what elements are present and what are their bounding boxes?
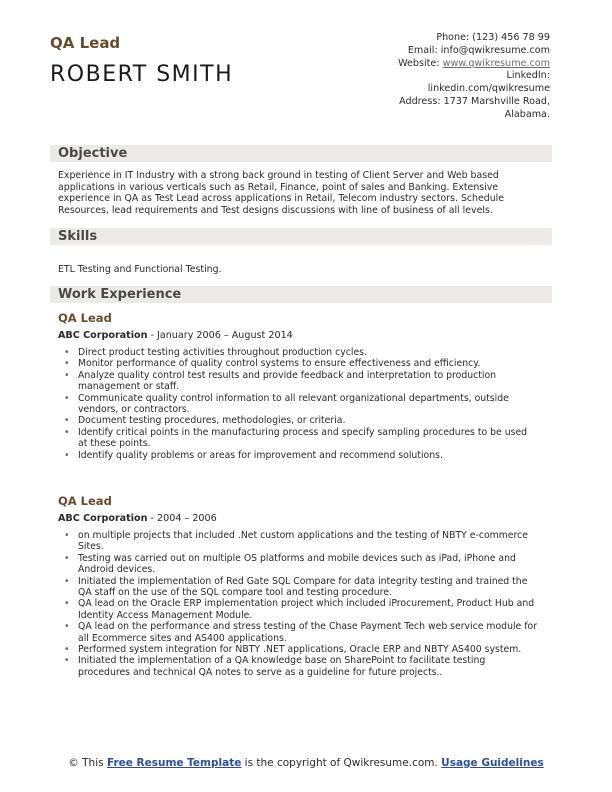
list-item: • Document testing procedures, methodologies, or criteria.: [58, 415, 538, 426]
list-item: • Testing was carried out on multiple OS platforms and mobile devices such as iPad, iPhone and Android devices.: [58, 553, 538, 576]
job-company-line: [58, 513, 217, 524]
usage-guidelines-link[interactable]: Usage Guidelines: [441, 757, 544, 769]
contact-linkedin-value: linkedin.com/qwikresume: [427, 83, 550, 95]
list-item: • Initiated the implementation of Red Gate SQL Compare for data integrity testing and trained the QA staff on the use of the SQL compare tool and testing procedure.: [58, 576, 538, 599]
objective-section-header: [50, 145, 552, 162]
job-dates: - January 2006 – August 2014: [147, 330, 293, 341]
list-item: • Identify critical points in the manufacturing process and specify sampling procedures to be used at these points.: [58, 427, 538, 450]
list-item: • QA lead on the Oracle ERP implementation project which included iProcurement, Product Hub and Identity Access Management Module.: [58, 598, 538, 621]
list-item: • Initiated the implementation of a QA knowledge base on SharePoint to facilitate testing procedures and technical QA notes to serve as a guideline for future projects..: [58, 655, 538, 678]
contact-phone: Phone: (123) 456 78 99: [436, 32, 550, 43]
list-item: • Monitor performance of quality control systems to ensure effectiveness and efficiency.: [58, 358, 538, 369]
company-name: ABC Corporation: [58, 330, 148, 341]
skills-text: ETL Testing and Functional Testing.: [58, 264, 222, 275]
skills-section-header: [50, 228, 552, 245]
job-title: QA Lead: [50, 34, 121, 52]
job-role: QA Lead: [58, 494, 112, 508]
job-bullets: [58, 530, 538, 678]
contact-email: Email: info@qwikresume.com: [407, 44, 550, 56]
footer-middle: is the copyright of Qwikresume.com.: [241, 757, 442, 769]
footer-prefix: © This: [68, 757, 107, 769]
contact-address-line2: Alabama.: [504, 108, 550, 120]
job-role: QA Lead: [58, 311, 112, 325]
job-dates: - 2004 – 2006: [147, 513, 217, 524]
list-item: • Direct product testing activities throughout production cycles.: [58, 347, 538, 358]
objective-title: Objective: [58, 146, 128, 161]
list-item: • Analyze quality control test results and provide feedback and interpretation to production management or staff.: [58, 370, 538, 393]
candidate-name: ROBERT SMITH: [50, 62, 234, 87]
list-item: • Performed system integration for NBTY .NET applications, Oracle ERP and NBTY AS400 system.: [58, 644, 538, 655]
company-name: ABC Corporation: [58, 513, 148, 524]
contact-website: [310, 58, 550, 71]
objective-text: Experience in IT Industry with a strong back ground in testing of Client Server and Web based applications in various verticals such as Retail, Finance, point of sales and Banking. Extensive experience in QA as Test Lead across applications in Retail, Telecom industry sectors. Schedule Resources, lead requirements and Test designs discussions with line of business of all levels.: [58, 170, 505, 216]
list-item: • QA lead on the performance and stress testing of the Chase Payment Tech web service module for all Ecommerce sites and AS400 applications.: [58, 621, 538, 644]
website-label: Website:: [398, 57, 443, 69]
list-item: • Identify quality problems or areas for improvement and recommend solutions.: [58, 450, 538, 461]
contact-address-line1: Address: 1737 Marshville Road,: [399, 95, 550, 107]
contact-block: [310, 32, 550, 122]
website-link[interactable]: www.qwikresume.com: [442, 57, 550, 69]
skills-title: Skills: [58, 229, 98, 244]
list-item: • Communicate quality control information to all relevant organizational departments, outside vendors, or contractors.: [58, 393, 538, 416]
list-item: • on multiple projects that included .Net custom applications and the testing of NBTY e-commerce Sites.: [58, 530, 538, 553]
contact-linkedin-label: LinkedIn:: [506, 70, 550, 82]
work-section-header: [50, 286, 552, 303]
work-title: Work Experience: [58, 287, 182, 302]
job-company-line: [58, 330, 293, 341]
job-bullets: [58, 347, 538, 461]
footer-copyright: [0, 757, 612, 770]
free-resume-template-link[interactable]: Free Resume Template: [106, 757, 242, 769]
